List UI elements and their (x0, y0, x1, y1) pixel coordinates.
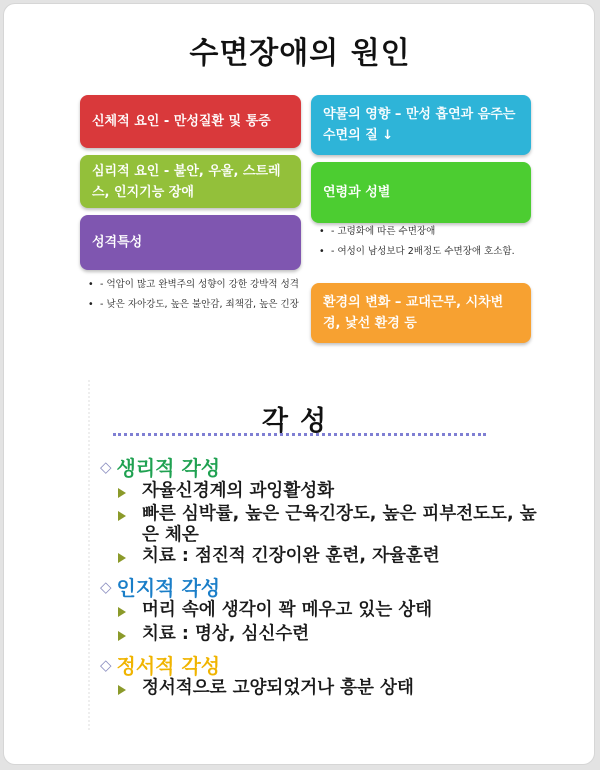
triangle-bullet-icon (118, 685, 126, 695)
arousal-title: 각성 (261, 406, 339, 437)
list-item: • - 낮은 자아강도, 높은 불안감, 죄책감, 높은 긴장 (80, 297, 302, 312)
box-personality-label: 성격특성 (92, 235, 143, 250)
box-drug-label: 약물의 영향 – 만성 흡연과 음주는 수면의 질 ↓ (323, 107, 516, 143)
list-item: 빠른 심박률, 높은 근육긴장도, 높은 피부전도도, 높은 체온 (118, 504, 538, 546)
triangle-bullet-icon (118, 553, 126, 563)
box-environment-change (311, 283, 531, 343)
list-item: • - 여성이 남성보다 2배정도 수면장애 호소함. (311, 244, 533, 259)
list-item: 치료 : 점진적 긴장이완 훈련, 자율훈련 (118, 546, 538, 567)
list-item: 자율신경계의 과잉활성화 (118, 481, 538, 502)
age-bullet-list (311, 224, 533, 264)
list-item: 치료 : 명상, 심신수련 (118, 624, 538, 645)
box-physical-factor (80, 95, 301, 148)
section-emotional-arousal (100, 650, 220, 679)
box-personality (80, 215, 301, 270)
list-item: 정서적으로 고양되었거나 흥분 상태 (118, 678, 538, 699)
triangle-bullet-icon (118, 488, 126, 498)
box-env-label: 환경의 변화 – 교대근무, 시차변경, 낯선 환경 등 (323, 295, 504, 331)
box-drug-effect (311, 95, 531, 155)
section-physiological-arousal (100, 452, 220, 481)
list-item: • - 억압이 많고 완벽주의 성향이 강한 강박적 성격 (80, 277, 302, 292)
list-item: 머리 속에 생각이 꽉 메우고 있는 상태 (118, 600, 538, 621)
box-psych-label: 심리적 요인 - 불안, 우울, 스트레스, 인지기능 장애 (92, 163, 281, 200)
list-item: • - 고령화에 따른 수면장애 (311, 224, 533, 239)
page-title: 수면장애의 원인 (189, 36, 411, 71)
triangle-bullet-icon (118, 607, 126, 617)
section-heading: 정서적 각성 (116, 654, 221, 678)
box-age-label: 연령과 성별 (323, 185, 391, 200)
section-heading: 인지적 각성 (116, 576, 221, 600)
box-age-gender (311, 162, 531, 223)
triangle-bullet-icon (118, 631, 126, 641)
box-psychological-factor (80, 155, 301, 208)
section-cognitive-arousal (100, 572, 220, 601)
personality-bullet-list (80, 277, 302, 317)
title-underline-divider (113, 433, 486, 436)
diamond-bullet-icon: ◇ (100, 577, 112, 596)
box-physical-label: 신체적 요인 - 만성질환 및 통증 (92, 114, 271, 129)
triangle-bullet-icon (118, 511, 126, 521)
diamond-bullet-icon: ◇ (100, 457, 112, 476)
section-heading: 생리적 각성 (116, 456, 221, 480)
diamond-bullet-icon: ◇ (100, 655, 112, 674)
